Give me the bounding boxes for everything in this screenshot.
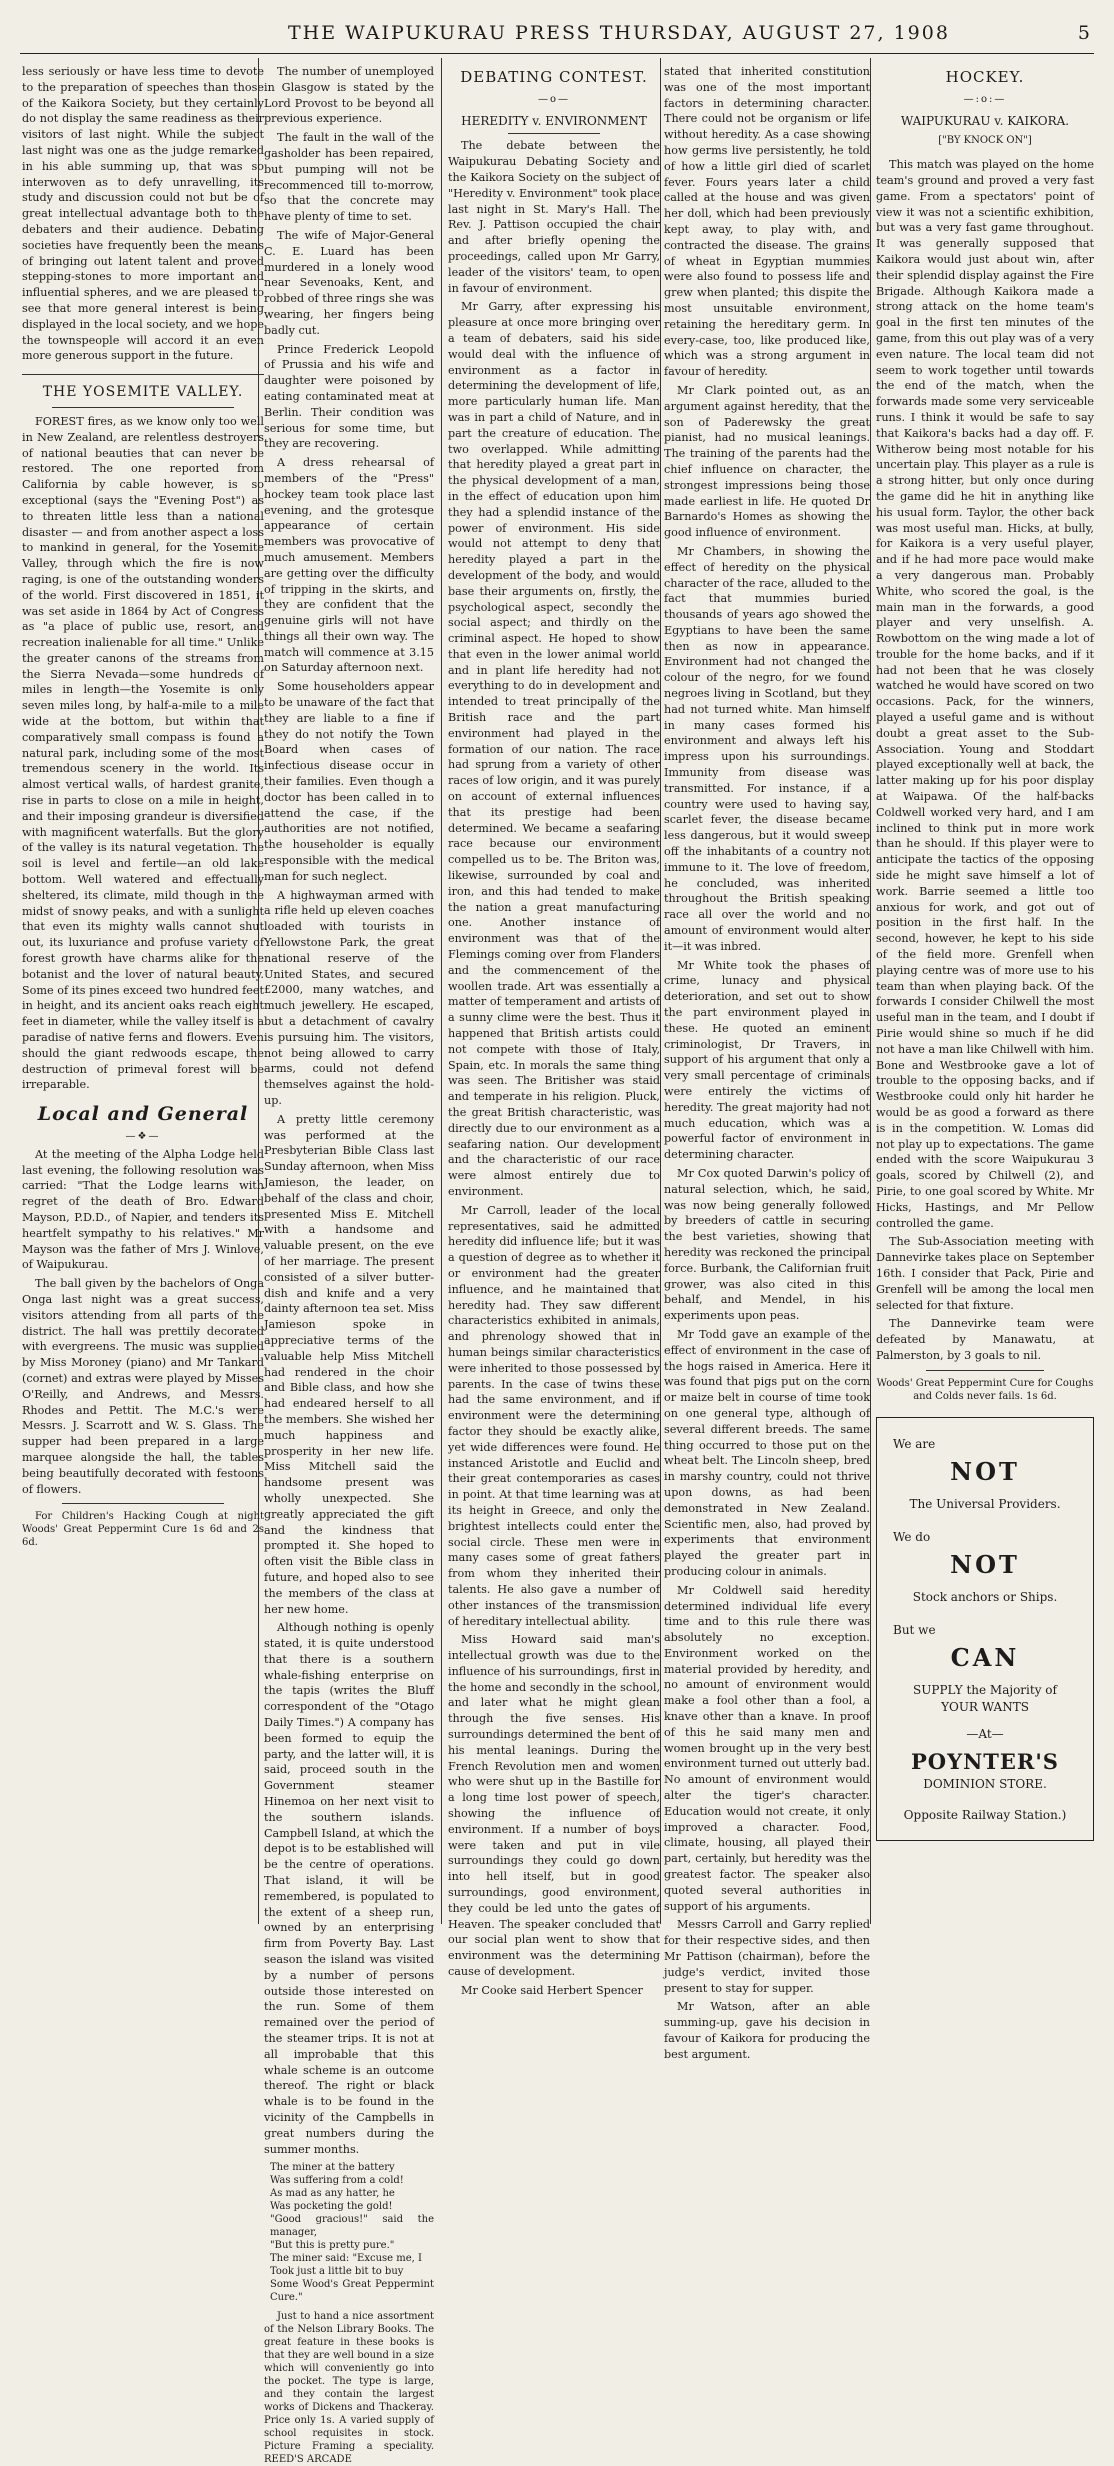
debating-subheading: HEREDITY v. ENVIRONMENT	[461, 113, 647, 128]
ad-line: We are	[893, 1436, 936, 1451]
store-subtitle: DOMINION STORE.	[923, 1776, 1047, 1791]
masthead	[20, 22, 1094, 48]
divider	[22, 374, 264, 375]
column-4	[664, 64, 870, 2061]
divider	[508, 133, 600, 134]
verse-line: As mad as any hatter, he	[270, 2188, 395, 2200]
ad-line: Stock anchors or Ships.	[912, 1589, 1058, 1604]
divider	[52, 407, 234, 408]
column-1	[22, 64, 264, 1922]
verse-line: Took just a little bit to buy	[270, 2266, 404, 2278]
verse-line: The miner at the battery	[270, 2162, 395, 2174]
debating-heading: DEBATING CONTEST.	[460, 68, 648, 86]
news-item: Prince Frederick Leopold of Prussia and his wife and daughter were poisoned by eating contaminated meat at Berlin. Their condition was serious for some time, but they are recovering.	[264, 342, 434, 451]
poynters-advert	[876, 1417, 1094, 1841]
column-divider	[441, 58, 442, 1924]
news-item: The number of unemployed in Glasgow is stated by the Lord Provost to be beyond all previous experience.	[264, 65, 434, 126]
local-general-heading: Local and General	[37, 1103, 249, 1126]
news-item: A pretty little ceremony was performed at the Presbyterian Bible Class last Sunday afternoon, when Miss Jamieson, the leader, on behalf of the class and choir, presented Miss E. Mitchell with a handsome and valuable present, on the eve of her marriage. The present consisted of a silver butter-dish and knife and a very dainty afternoon tea set. Miss Jamieson spoke in appreciative terms of the valuable help Miss Mitchell had rendered in the choir and Bible class, and how she had endeared herself to all the members. She wished her much happiness and prosperity in her new life. Miss Mitchell said the handsome present was wholly unexpected. She greatly appreciated the gift and the kindness that prompted it. She hoped to often visit the Bible class in future, and hoped also to see the members of the class at her new home.	[264, 1112, 434, 1616]
debate-text: Mr Todd gave an example of the effect of environment in the case of the hogs raised in America. Here it was found that pigs put on the corn or maize belt in course of time took on one general type, although of several different breeds. The same thing occurred to those put on the wheat belt. The Lincoln sheep, bred in marshy country, could not thrive upon downs, as had been demonstrated in New Zealand. Scientific men, also, had proved by experiments that environment played the greater part in producing colour in animals.	[664, 1327, 870, 1578]
ornament: —:o:—	[963, 93, 1007, 105]
ad-line: Opposite Railway Station.)	[903, 1807, 1067, 1822]
debate-text: Miss Howard said man's intellectual growth was due to the influence of his surroundings, first in the home and secondly in the school, and later what he might glean through the five senses. His surroundings determined the bent of his mental leanings. During the French Revolution men and women who were shut up in the Bastille for a long time lost power of speech, showing the influence of environment. If a number of boys were taken and put in vile surroundings they could go down into hell itself, but in good surroundings, good environment, they could be led unto the gates of Heaven. The speaker concluded that our social plan went to show that environment was the determining cause of development.	[448, 1633, 660, 1979]
advert-text: Just to hand a nice assortment of the Nelson Library Books. The great feature in these books is that they are well bound in a size which will conveniently go into the pocket. The type is large, and they contain the largest works of Dickens and Thackeray. Price only 1s. A varied supply of school requisites in stock. Picture Framing a speciality. REED'S ARCADE	[264, 2311, 434, 2466]
debate-text: Mr Watson, after an able summing-up, gave his decision in favour of Kaikora for producing the best argument.	[664, 2000, 870, 2061]
ad-not: NOT	[950, 1456, 1020, 1486]
debate-text: Mr Cooke said Herbert Spencer	[461, 1983, 643, 1997]
masthead-rule	[20, 53, 1094, 54]
news-item: A dress rehearsal of members of the "Press" hockey team took place last evening, and the grotesque appearance of certain members was provocative of much amusement. Members are getting over the difficulty of tripping in the skirts, and they are confident that the genuine girls will not have things all their own way. The match will commence at 3.15 on Saturday afternoon next.	[264, 456, 434, 675]
yosemite-heading: THE YOSEMITE VALLEY.	[42, 384, 244, 401]
byline: ["BY KNOCK ON"]	[938, 135, 1032, 147]
masthead-title: THE WAIPUKURAU PRESS THURSDAY, AUGUST 27, 1908	[288, 22, 950, 44]
debate-text: Mr White took the phases of crime, lunacy and physical deterioration, and set out to show the part environment played in these. He quoted an eminent criminologist, Dr Travers, in support of his argument that only a very small percentage of criminals were entirely the victims of heredity. The great majority had not much education, which was a powerful factor of environment in determining character.	[664, 958, 870, 1162]
ad-line: But we	[893, 1622, 936, 1637]
ad-not: NOT	[950, 1549, 1020, 1579]
news-item: The fault in the wall of the gasholder has been repaired, but pumping will not be recommenced till to-morrow, so that the concrete may have plenty of time to set.	[264, 131, 434, 224]
ad-line: We do	[893, 1529, 931, 1544]
debate-text: The debate between the Waipukurau Debating Society and the Kaikora Society on the subject of "Heredity v. Environment" took place last night in St. Mary's Hall. The Rev. J. Pattison occupied the chair and after briefly opening the proceedings, called upon Mr Garry, leader of the visitors' team, to open in favour of environment.	[448, 139, 660, 295]
divider	[926, 1370, 1044, 1371]
verse	[270, 2161, 434, 2304]
verse-line: "Good gracious!" said the manager,	[270, 2214, 434, 2239]
verse-line: Was suffering from a cold!	[270, 2175, 404, 2187]
advert-text: Woods' Great Peppermint Cure for Coughs and Colds never fails. 1s 6d.	[876, 1377, 1094, 1402]
debate-text: Mr Chambers, in showing the effect of heredity on the physical character of the race, alluded to the fact that mummies buried thousands of years ago showed the Egyptians to have been the same then as now in appearance. Environment had not changed the colour of the negro, for we found negroes living in Scotland, but they had not turned white. Man himself in many cases formed his environment and always left his impress upon his surroundings. Immunity from disease was transmitted. For instance, if a country were used to having say, scarlet fever, the disease became less dangerous, but it would sweep off the inhabitants of a country not immune to it. The love of freedom, he concluded, was inherited throughout the British speaking race all over the world and no amount of environment would alter it—it was inbred.	[664, 544, 870, 953]
hockey-report: The Dannevirke team were defeated by Manawatu, at Palmerston, by 3 goals to nil.	[876, 1317, 1094, 1362]
local-item: The ball given by the bachelors of Onga Onga last night was a great success, visitors attending from all parts of the district. The hall was prettily decorated with evergreens. The music was supplied by Miss Moroney (piano) and Mr Tankard (cornet) and extras were played by Misses O'Reilly, and Andrews, and Messrs. Rhodes and Pettit. The M.C.'s were Messrs. J. Scarrott and W. S. Glass. The supper had been prepared in a large marquee alongside the hall, the tables being beautifully decorated with festoons of flowers.	[22, 1277, 264, 1496]
hockey-subheading: WAIPUKURAU v. KAIKORA.	[900, 113, 1070, 128]
editorial-text: less seriously or have less time to devote to the preparation of speeches than those of the Kaikora Society, but they certainly do not display the same readiness as their visitors of last night. While the subject last night was one as the judge remarked in his able summing up, that was so interwoven as to defy unravelling, its study and discussion could not but be of great intellectual advantage both to the debaters and their audience. Debating societies have frequently been the means of bringing out latent talent and proved stepping-stones to more important and influential spheres, and we are pleased to see that more general interest is being displayed in the local society, and we hope the townspeople will accord it an even more generous support in the future.	[22, 65, 264, 363]
column-5	[876, 64, 1094, 1922]
ornament: —o—	[537, 93, 571, 105]
ad-line: —At—	[966, 1726, 1004, 1741]
news-item: Although nothing is openly stated, it is quite understood that there is a southern whale-fishing enterprise on the tapis (writes the Bluff correspondent of the "Otago Daily Times.") A company has been formed to equip the party, and the latter will, it is said, proceed south in the Government steamer Hinemoa on her next visit to the southern islands. Campbell Island, at which the depot is to be established will be the centre of operations. That island, it will be remembered, is populated to the extent of a sheep run, owned by an enterprising firm from Poverty Bay. Last season the island was visited by a number of persons outside those interested on the run. Some of them remained over the period of the steamer trips. It is not at all improbable that this whale scheme is an outcome thereof. The right or black whale is to be found in the vicinity of the Campbells in great numbers during the summer months.	[264, 1621, 434, 2156]
hockey-report: This match was played on the home team's ground and proved a very fast game. From a spectators' point of view it was not a scientific exhibition, but was a very fast game throughout. It was generally supposed that Kaikora would just about win, after their splendid display against the Fire Brigade. Although Kaikora made a strong attack on the home team's goal in the first ten minutes of the game, from this out play was of a very even nature. The local team did not seem to work together until towards the end of the match, when the forwards made some very serviceable runs. I think it would be safe to say that Kaikora's backs had a day off. F. Witherow being most notable for his uncertain play. This player as a rule is a strong hitter, but only once during the game did he hit in anything like his usual form. Taylor, the other back was most useful man. Hicks, at bully, for Kaikora is a very useful player, and if he had more pace would make a very dangerous man. Probably White, who scored the goal, is the main man in the forwards, a good player and very unselfish. A. Rowbottom on the wing made a lot of trouble for the home backs, and if it had not been that he was closely watched he would have scored on two occasions. Pack, for the winners, played a useful game and is without doubt a great asset to the Sub-Association. Young and Stoddart played exceptionally well at back, the latter making up for his poor display at Waipawa. Of the half-backs Coldwell worked very hard, and I am inclined to think put in more work than he should. If this player were to anticipate the tactics of the opposing side he might save himself a lot of work. Barrie seemed a little too anxious for work, and got out of position in the first half. In the second, however, he kept to his side of the field more. Grenfell when playing centre was of more use to his team than when playing back. Of the forwards I consider Chilwell the most useful man in the team, and I doubt if Pirie would shine so much if he did not have a man like Chilwell with him. Bone and Westbrooke gave a lot of trouble to the opposing backs, and if Westbrooke could only hit harder he would be as good a forward as there is in the competition. W. Lomas did not play up to expectations. The game ended with the score Waipukurau 3 goals, scored by Chilwell (2), and Pirie, to one goal scored by White. Mr Hicks, Hastings, and Mr Pellow controlled the game.	[876, 158, 1094, 1230]
hockey-heading: HOCKEY.	[945, 68, 1025, 86]
debate-text: Mr Carroll, leader of the local representatives, said he admitted heredity did influence life; but it was a question of degree as to whether it or environment had the greater influence, and he maintained that heredity had. They saw different characteristics exhibited in animals, and phrenology showed that in human beings similar characteristics were inherited to those possessed by parents. In the case of twins these had the same environment, and if environment were the determining factor they should be exactly alike, yet wide differences were found. He instanced Aristotle and Euclid and their great contemporaries as cases in point. At that time learning was at its height in Greece, and only the brightest intellects could enter the social circle. These men were in many cases some of great fathers from whom they inherited their talents. He also gave a number of other instances of the transmission of hereditary intellectual ability.	[448, 1203, 660, 1628]
divider	[62, 1503, 224, 1504]
page-number: 5	[1077, 22, 1092, 44]
ad-can: CAN	[950, 1642, 1020, 1672]
verse-line: Some Wood's Great Peppermint Cure."	[270, 2279, 434, 2304]
verse-line: "But this is pretty pure."	[270, 2240, 395, 2252]
yosemite-article: FOREST fires, as we know only too well in New Zealand, are relentless destroyers of national beauties that can never be restored. The one reported from California by cable however, is so exceptional (says the "Evening Post") as to threaten little less than a national disaster — and from another aspect a loss to mankind in general, for the Yosemite Valley, through which the fire is now raging, is one of the outstanding wonders of the world. First discovered in 1851, it was set aside in 1864 by Act of Congress as "a place of public use, resort, and recreation inalienable for all time." Unlike the greater canons of the streams from the Sierra Nevada—some hundreds of miles in length—the Yosemite is only seven miles long, by half-a-mile to a mile wide at the bottom, but within that comparatively small compass is found a natural park, including some of the most tremendous scenery in the world. Its almost vertical walls, of hardest granite, rise in parts to close on a mile in height, and their imposing grandeur is diversified with magnificent waterfalls. But the glory of the valley is its natural vegetation. The soil is level and fertile—an old lake bottom. Well watered and effectually sheltered, its climate, mild though in the midst of snowy peaks, and with a sunlight that even its mighty walls cannot shut out, its luxuriance and profuse variety of forest growth have charms alike for the botanist and the lover of natural beauty. Some of its pines exceed two hundred feet in height, and its ancient oaks reach eight feet in diameter, while the valley itself is a paradise of native ferns and flowers. Even should the giant redwoods escape, the destruction of primeval forest will be irreparable.	[22, 414, 264, 1092]
ad-line: The Universal Providers.	[909, 1496, 1061, 1511]
local-item: At the meeting of the Alpha Lodge held last evening, the following resolution was carried: "That the Lodge learns with regret of the death of Bro. Edward Mayson, P.D.D., of Napier, and tenders its heartfelt sympathy to his relatives." Mr Mayson was the father of Mrs J. Winlove, of Waipukurau.	[22, 1147, 264, 1272]
column-divider	[870, 58, 871, 1924]
debate-text: Mr Coldwell said heredity determined individual life every time and to this rule there was absolutely no exception. Environment worked on the material provided by heredity, and no amount of environment would make a fool other than a fool, a knave other than a knave. In proof of this he said many men and women brought up in the very best environment turned out utterly bad. No amount of environment would alter the tiger's character. Education would not create, it only improved a character. Food, climate, housing, all played their part, certainly, but heredity was the greatest factor. The speaker also quoted several authorities in support of his arguments.	[664, 1583, 870, 1913]
column-2	[264, 64, 434, 2466]
ad-line: SUPPLY the Majority of YOUR WANTS	[913, 1682, 1057, 1714]
debate-text: Mr Cox quoted Darwin's policy of natural selection, which, he said, was now being generally followed by breeders of cattle in securing the best varieties, showing that heredity was reckoned the principal force. Burbank, the Californian fruit grower, was also cited in this behalf, and Mendel, in his experiments upon peas.	[664, 1166, 870, 1323]
verse-line: The miner said: "Excuse me, I	[270, 2253, 422, 2265]
column-divider	[660, 58, 661, 1924]
news-item: Some householders appear to be unaware of the fact that they are liable to a fine if they do not notify the Town Board when cases of infectious disease occur in their families. Even though a doctor has been called in to attend the case, if the authorities are not notified, the householder is equally responsible with the medical man for such neglect.	[264, 680, 434, 883]
debate-text: stated that inherited constitution was one of the most important factors in determining character. There could not be organism or life without heredity. As a case showing how germs live persistently, he told of how a little girl died of scarlet fever. Fours years later a child called at the house and was given her doll, which had been previously kept away, to play with, and contracted the disease. The grains of wheat in Egyptian mummies were also found to possess life and grew when planted; this dispite the most unsuitable environment, retaining the hereditary germ. In every-case, too, like produced like, which was a strong argument in favour of heredity.	[664, 65, 870, 379]
verse-line: Was pocketing the gold!	[270, 2201, 393, 2213]
column-3	[448, 64, 660, 1997]
news-item: A highwayman armed with a rifle held up eleven coaches loaded with tourists in Yellowstone Park, the great national reserve of the United States, and secured £2000, many watches, and much jewellery. He escaped, but a detachment of cavalry is pursuing him. The visitors, not being allowed to carry arms, could not defend themselves against the hold-up.	[264, 888, 434, 1107]
debate-text: Messrs Carroll and Garry replied for their respective sides, and then Mr Pattison (chairman), before the judge's verdict, invited those present to stay for supper.	[664, 1918, 870, 1995]
store-name: POYNTER'S	[911, 1748, 1059, 1774]
debate-text: Mr Clark pointed out, as an argument against heredity, that the son of Paderewsky the great pianist, had no musical leanings. The training of the parents had the chief influence on character, the strongest impressions being those made earliest in life. He quoted Dr Barnardo's Homes as showing the good influence of environment.	[664, 383, 870, 540]
news-item: The wife of Major-General C. E. Luard has been murdered in a lonely wood near Sevenoaks, Kent, and robbed of three rings she was wearing, her fingers being badly cut.	[264, 228, 434, 337]
debate-text: Mr Garry, after expressing his pleasure at once more bringing over a team of debaters, said his side would deal with the influence of environment as a factor in determining the development of life, more particularly human life. Man was in part a child of Nature, and in part the creature of education. The two overlapped. While admitting that heredity played a great part in the physical development of a man, in the effect of education upon him they had a splendid instance of the power of environment. His side would not attempt to deny that heredity played a part in the development of the body, and would base their arguments on, firstly, the psychological aspect, secondly the social aspect; and thirdly on the criminal aspect. He hoped to show that even in the lower animal world and in plant life heredity had not everything to do in development and intended to treat principally of the British race and the part environment had played in the formation of our nation. The race had sprung from a variety of other races of low origin, and it was purely on account of external influences that its prestige had been determined. We became a seafaring race because our environment compelled us to be. The Briton was, likewise, surrounded by coal and iron, and this had tended to make the nation a great manufacturing one. Another instance of environment was that of the Flemings coming over from Flanders and the commencement of the woollen trade. Art was essentially a matter of temperament and artists of a sunny clime were the best. Thus it happened that British artists could not compete with those of Italy, Spain, etc. In morals the same thing was seen. The Britisher was staid and temperate in his religion. Pluck, the great British characteristic, was directly due to our environment as a seafaring nation. Our development and the characteristic of our race were almost entirely due to environment.	[448, 300, 660, 1198]
ornament: —❖—	[125, 1131, 161, 1142]
advert-text: For Children's Hacking Cough at night Woods' Great Peppermint Cure 1s 6d and 2s 6d.	[22, 1511, 264, 1549]
hockey-report: The Sub-Association meeting with Dannevirke takes place on September 16th. I consider that Pack, Pirie and Grenfell will be among the local men selected for that fixture.	[876, 1235, 1094, 1312]
